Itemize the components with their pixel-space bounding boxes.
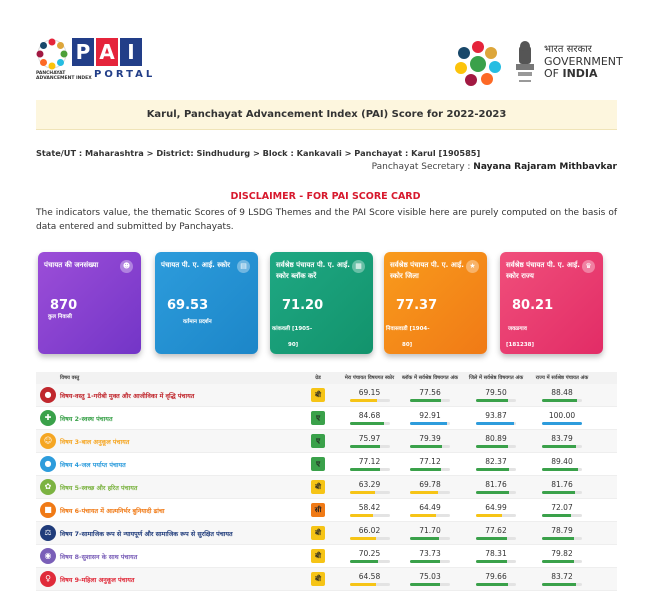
table-row[interactable] — [36, 407, 617, 430]
grade-badge: सी — [311, 503, 325, 517]
score-bar-fill — [542, 514, 571, 517]
score-cell — [529, 411, 595, 425]
score-bar-fill — [476, 399, 508, 402]
score-value: 73.73 — [419, 549, 441, 558]
score-value: 84.68 — [358, 411, 381, 420]
card-value: 71.20 — [282, 298, 324, 313]
women-icon: ♀ — [40, 571, 56, 587]
score-value: 79.50 — [485, 388, 507, 397]
secretary-label: Panchayat Secretary : — [371, 162, 474, 172]
grade-badge: बी — [311, 480, 325, 494]
score-cell — [397, 457, 463, 471]
score-value: 82.37 — [485, 457, 507, 466]
score-bar-fill — [476, 514, 502, 517]
score-cell — [463, 503, 529, 517]
card-sub-2: 80] — [402, 342, 413, 348]
card-value: 77.37 — [396, 298, 438, 313]
score-value: 81.76 — [485, 480, 507, 489]
score-bar-fill — [350, 399, 378, 402]
score-bar-fill — [542, 445, 576, 448]
table-body — [36, 384, 617, 591]
header-district-best: जिले में सर्वश्रेष्ठ विषयगत अंक — [468, 375, 524, 381]
score-cell — [529, 503, 595, 517]
score-cell — [529, 480, 595, 494]
score-bar — [410, 583, 450, 586]
score-bar-fill — [476, 537, 507, 540]
card-sub: वर्तमान प्रदर्शन — [183, 319, 212, 325]
theme-name[interactable]: विषय 2-स्वस्थ पंचायत — [60, 415, 113, 423]
table-row[interactable] — [36, 522, 617, 545]
score-bar-fill — [350, 583, 376, 586]
score-cell — [342, 526, 397, 540]
score-cell — [529, 434, 595, 448]
score-cell — [463, 388, 529, 402]
score-bar — [476, 560, 516, 563]
theme-name[interactable]: विषय-वस्तु 1-गरीबी मुक्त और आजीविका में वृद्धि पंचायत — [60, 392, 195, 400]
score-bar — [476, 537, 516, 540]
theme-name[interactable]: विषय 4-जल पर्याप्त पंचायत — [60, 461, 126, 469]
score-bar — [542, 491, 582, 494]
logo-letters — [72, 38, 142, 66]
score-value: 69.78 — [419, 480, 441, 489]
health-icon: ✚ — [40, 410, 56, 426]
header-grade: ग्रेड — [315, 375, 321, 381]
score-cell — [397, 434, 463, 448]
score-bar-fill — [542, 422, 582, 425]
card-best-district — [384, 252, 487, 354]
score-bar-fill — [410, 491, 438, 494]
disclaimer-text: The indicators value, the thematic Scores of 9 LSDG Themes and the PAI Score visible here are purely computed on the basis of data entered and submitted by Panchayats. — [36, 208, 617, 232]
theme-name[interactable]: विषय 6-पंचायत में आत्मनिर्भर बुनियादी ढांचा — [60, 507, 165, 515]
card-title: सर्वश्रेष्ठ पंचायत पी. ए. आई. स्कोर जिला — [390, 261, 464, 280]
card-value: 69.53 — [167, 298, 209, 313]
score-cell — [397, 549, 463, 563]
score-cell — [463, 434, 529, 448]
score-cell — [342, 549, 397, 563]
grade-badge: बी — [311, 526, 325, 540]
score-bar — [542, 422, 582, 425]
infrastructure-icon: ■ — [40, 502, 56, 518]
score-bar-fill — [476, 560, 507, 563]
score-cell — [529, 457, 595, 471]
score-bar — [476, 491, 516, 494]
card-title: पंचायत की जनसंख्या — [44, 261, 99, 269]
grade-badge: ए — [311, 434, 325, 448]
score-cell — [529, 526, 595, 540]
sdg-wheel-icon — [454, 40, 502, 88]
government-of-india-text — [544, 44, 623, 80]
page-title: Karul, Panchayat Advancement Index (PAI) Score for 2022-2023 — [36, 100, 617, 130]
score-cell — [397, 572, 463, 586]
score-bar — [410, 468, 450, 471]
table-row[interactable] — [36, 545, 617, 568]
score-bar — [350, 537, 390, 540]
pai-portal-logo[interactable] — [36, 38, 161, 83]
breadcrumb: State/UT : Maharashtra > District: Sindhudurg > Block : Kankavali > Panchayat : Karul [190585] — [36, 148, 481, 158]
score-value: 77.12 — [419, 457, 441, 466]
score-cell — [342, 572, 397, 586]
score-bar-fill — [542, 468, 578, 471]
score-bar — [410, 491, 450, 494]
table-row[interactable] — [36, 430, 617, 453]
score-bar — [476, 399, 516, 402]
grade-badge: बी — [311, 549, 325, 563]
score-bar-fill — [542, 399, 577, 402]
summary-cards — [38, 252, 622, 354]
score-bar — [542, 445, 582, 448]
score-bar-fill — [410, 583, 440, 586]
award-icon: ♛ — [582, 260, 595, 273]
score-cell — [397, 526, 463, 540]
card-sub-1: निवासवाडी [1904- — [386, 326, 430, 332]
score-bar-fill — [476, 583, 508, 586]
goi-india: INDIA — [562, 67, 598, 80]
people-icon: ☻ — [120, 260, 133, 273]
theme-name[interactable]: विषय 3-बाल अनुकूल पंचायत — [60, 438, 130, 446]
logo-letter-a: A — [96, 38, 118, 66]
theme-score-table — [36, 372, 617, 591]
goi-line1: GOVERNMENT — [544, 55, 623, 68]
score-bar — [542, 399, 582, 402]
grade-badge: ए — [311, 457, 325, 471]
score-bar — [350, 399, 390, 402]
score-bar-fill — [410, 445, 442, 448]
card-value: 870 — [50, 298, 78, 313]
national-emblem-icon — [510, 40, 540, 88]
chart-icon: ▤ — [237, 260, 250, 273]
score-bar — [410, 399, 450, 402]
theme-name[interactable]: विषय 8-सुशासन के साथ पंचायत — [60, 553, 138, 561]
score-bar-fill — [542, 537, 574, 540]
card-value: 80.21 — [512, 298, 554, 313]
score-cell — [342, 411, 397, 425]
score-value: 75.97 — [358, 434, 381, 443]
score-bar-fill — [542, 560, 574, 563]
score-bar-fill — [542, 491, 575, 494]
theme-name[interactable]: विषय 7-सामाजिक रूप से न्यायपूर्ण और सामाजिक रूप से सुरक्षित पंचायत — [60, 530, 233, 538]
score-cell — [397, 388, 463, 402]
disclaimer-heading: DISCLAIMER - FOR PAI SCORE CARD — [230, 191, 421, 202]
grade-badge: बी — [311, 572, 325, 586]
score-bar — [476, 583, 516, 586]
header-state-best: राज्य में सर्वश्रेष्ठ पंचायत अंक — [535, 375, 589, 381]
score-value: 71.70 — [419, 526, 441, 535]
score-cell — [463, 480, 529, 494]
card-population — [38, 252, 141, 354]
score-value: 79.66 — [485, 572, 507, 581]
score-cell — [397, 411, 463, 425]
score-cell — [342, 388, 397, 402]
card-pai-score — [155, 252, 258, 354]
score-bar — [350, 514, 390, 517]
score-bar — [476, 422, 516, 425]
score-bar — [350, 583, 390, 586]
sdg-dots-logo-icon — [36, 38, 68, 70]
score-bar-fill — [476, 468, 509, 471]
score-bar-fill — [350, 537, 376, 540]
score-value: 93.87 — [485, 411, 507, 420]
score-value: 77.62 — [485, 526, 507, 535]
goi-hindi: भारत सरकार — [544, 44, 592, 55]
secretary-name: Nayana Rajaram Mithbavkar — [473, 162, 617, 172]
card-best-state — [500, 252, 603, 354]
score-value: 75.03 — [419, 572, 441, 581]
card-title: सर्वश्रेष्ठ पंचायत पी. ए. आई. स्कोर ब्लॉक करें — [276, 261, 350, 280]
score-value: 77.56 — [419, 388, 441, 397]
score-value: 78.79 — [551, 526, 573, 535]
score-bar — [542, 468, 582, 471]
header-my-score: मेरा पंचायत विषयगत स्कोर — [344, 375, 395, 381]
score-bar — [476, 445, 516, 448]
card-sub-1: कांकवली [1905- — [272, 326, 313, 332]
table-header — [36, 372, 617, 384]
score-bar — [542, 560, 582, 563]
score-value: 64.99 — [485, 503, 507, 512]
theme-name[interactable]: विषय 9-महिला अनुकूल पंचायत — [60, 576, 135, 584]
score-cell — [463, 457, 529, 471]
score-value: 81.76 — [551, 480, 573, 489]
score-value: 70.25 — [358, 549, 381, 558]
score-cell — [342, 503, 397, 517]
theme-name[interactable]: विषय 5-स्वच्छ और हरित पंचायत — [60, 484, 138, 492]
score-bar — [350, 445, 390, 448]
score-bar — [542, 537, 582, 540]
logo-subtitle: PANCHAYAT ADVANCEMENT INDEX — [36, 71, 92, 81]
header — [0, 0, 651, 95]
table-row[interactable] — [36, 453, 617, 476]
score-value: 79.39 — [419, 434, 441, 443]
score-cell — [529, 388, 595, 402]
table-row[interactable] — [36, 384, 617, 407]
goi-of: OF — [544, 67, 559, 80]
score-bar-fill — [350, 514, 373, 517]
table-row[interactable] — [36, 499, 617, 522]
building-icon: ▦ — [352, 260, 365, 273]
score-cell — [463, 572, 529, 586]
score-bar — [350, 422, 390, 425]
justice-icon: ⚖ — [40, 525, 56, 541]
score-cell — [342, 434, 397, 448]
score-bar-fill — [410, 537, 439, 540]
score-value: 78.31 — [485, 549, 507, 558]
score-cell — [529, 549, 595, 563]
header-theme: विषय वस्तु — [60, 375, 80, 381]
table-row[interactable] — [36, 568, 617, 591]
score-cell — [463, 549, 529, 563]
logo-portal-text: PORTAL — [94, 69, 156, 80]
score-bar — [476, 468, 516, 471]
score-value: 89.40 — [551, 457, 573, 466]
table-row[interactable] — [36, 476, 617, 499]
score-bar-fill — [410, 560, 440, 563]
water-icon: ● — [40, 456, 56, 472]
poverty-icon: ● — [40, 387, 56, 403]
panchayat-secretary — [372, 162, 617, 172]
score-bar-fill — [542, 583, 576, 586]
score-bar — [350, 491, 390, 494]
card-title: पंचायत पी. ए. आई. स्कोर — [161, 261, 231, 269]
score-bar-fill — [350, 560, 378, 563]
score-bar-fill — [410, 399, 441, 402]
card-sub: कुल निवासी — [48, 314, 72, 320]
child-icon: ☺ — [40, 433, 56, 449]
score-bar-fill — [350, 491, 375, 494]
score-value: 69.15 — [358, 388, 381, 397]
score-value: 100.00 — [548, 411, 576, 420]
score-value: 80.89 — [485, 434, 507, 443]
logo-letter-i: I — [120, 38, 142, 66]
header-block-best: ब्लॉक में सर्वश्रेष्ठ विषयगत अंक — [401, 375, 459, 381]
score-cell — [463, 411, 529, 425]
score-bar-fill — [476, 491, 509, 494]
score-bar-fill — [350, 445, 380, 448]
score-cell — [397, 503, 463, 517]
government-logos — [454, 40, 623, 90]
score-bar — [476, 514, 516, 517]
score-bar — [350, 468, 390, 471]
score-value: 92.91 — [419, 411, 441, 420]
card-best-block — [270, 252, 373, 354]
score-cell — [397, 480, 463, 494]
score-value: 72.07 — [551, 503, 573, 512]
score-value: 83.79 — [551, 434, 573, 443]
score-value: 83.72 — [551, 572, 573, 581]
score-bar-fill — [350, 468, 381, 471]
score-cell — [342, 457, 397, 471]
logo-letter-p: P — [72, 38, 94, 66]
score-value: 64.49 — [419, 503, 441, 512]
governance-icon: ◉ — [40, 548, 56, 564]
score-cell — [342, 480, 397, 494]
score-bar-fill — [410, 468, 441, 471]
grade-badge: बी — [311, 388, 325, 402]
score-bar — [542, 583, 582, 586]
score-bar-fill — [410, 514, 436, 517]
score-bar — [410, 514, 450, 517]
score-value: 79.82 — [551, 549, 573, 558]
trophy-icon: ★ — [466, 260, 479, 273]
score-bar-fill — [476, 445, 508, 448]
card-sub-1: जवळगाव — [508, 326, 527, 332]
score-value: 88.48 — [551, 388, 573, 397]
score-bar — [350, 560, 390, 563]
score-bar-fill — [410, 422, 447, 425]
score-bar — [410, 422, 450, 425]
score-bar — [410, 445, 450, 448]
score-cell — [463, 526, 529, 540]
score-value: 63.29 — [358, 480, 381, 489]
card-sub-2: [181238] — [506, 342, 534, 348]
score-bar-fill — [350, 422, 384, 425]
score-bar-fill — [476, 422, 514, 425]
score-value: 66.02 — [358, 526, 381, 535]
score-value: 64.58 — [358, 572, 381, 581]
score-bar — [410, 560, 450, 563]
grade-badge: ए — [311, 411, 325, 425]
card-title: सर्वश्रेष्ठ पंचायत पी. ए. आई. स्कोर राज्य — [506, 261, 580, 280]
leaf-icon: ✿ — [40, 479, 56, 495]
score-bar — [542, 514, 582, 517]
score-cell — [529, 572, 595, 586]
card-sub-2: 90] — [288, 342, 299, 348]
score-value: 77.12 — [358, 457, 381, 466]
score-value: 58.42 — [358, 503, 381, 512]
score-bar — [410, 537, 450, 540]
